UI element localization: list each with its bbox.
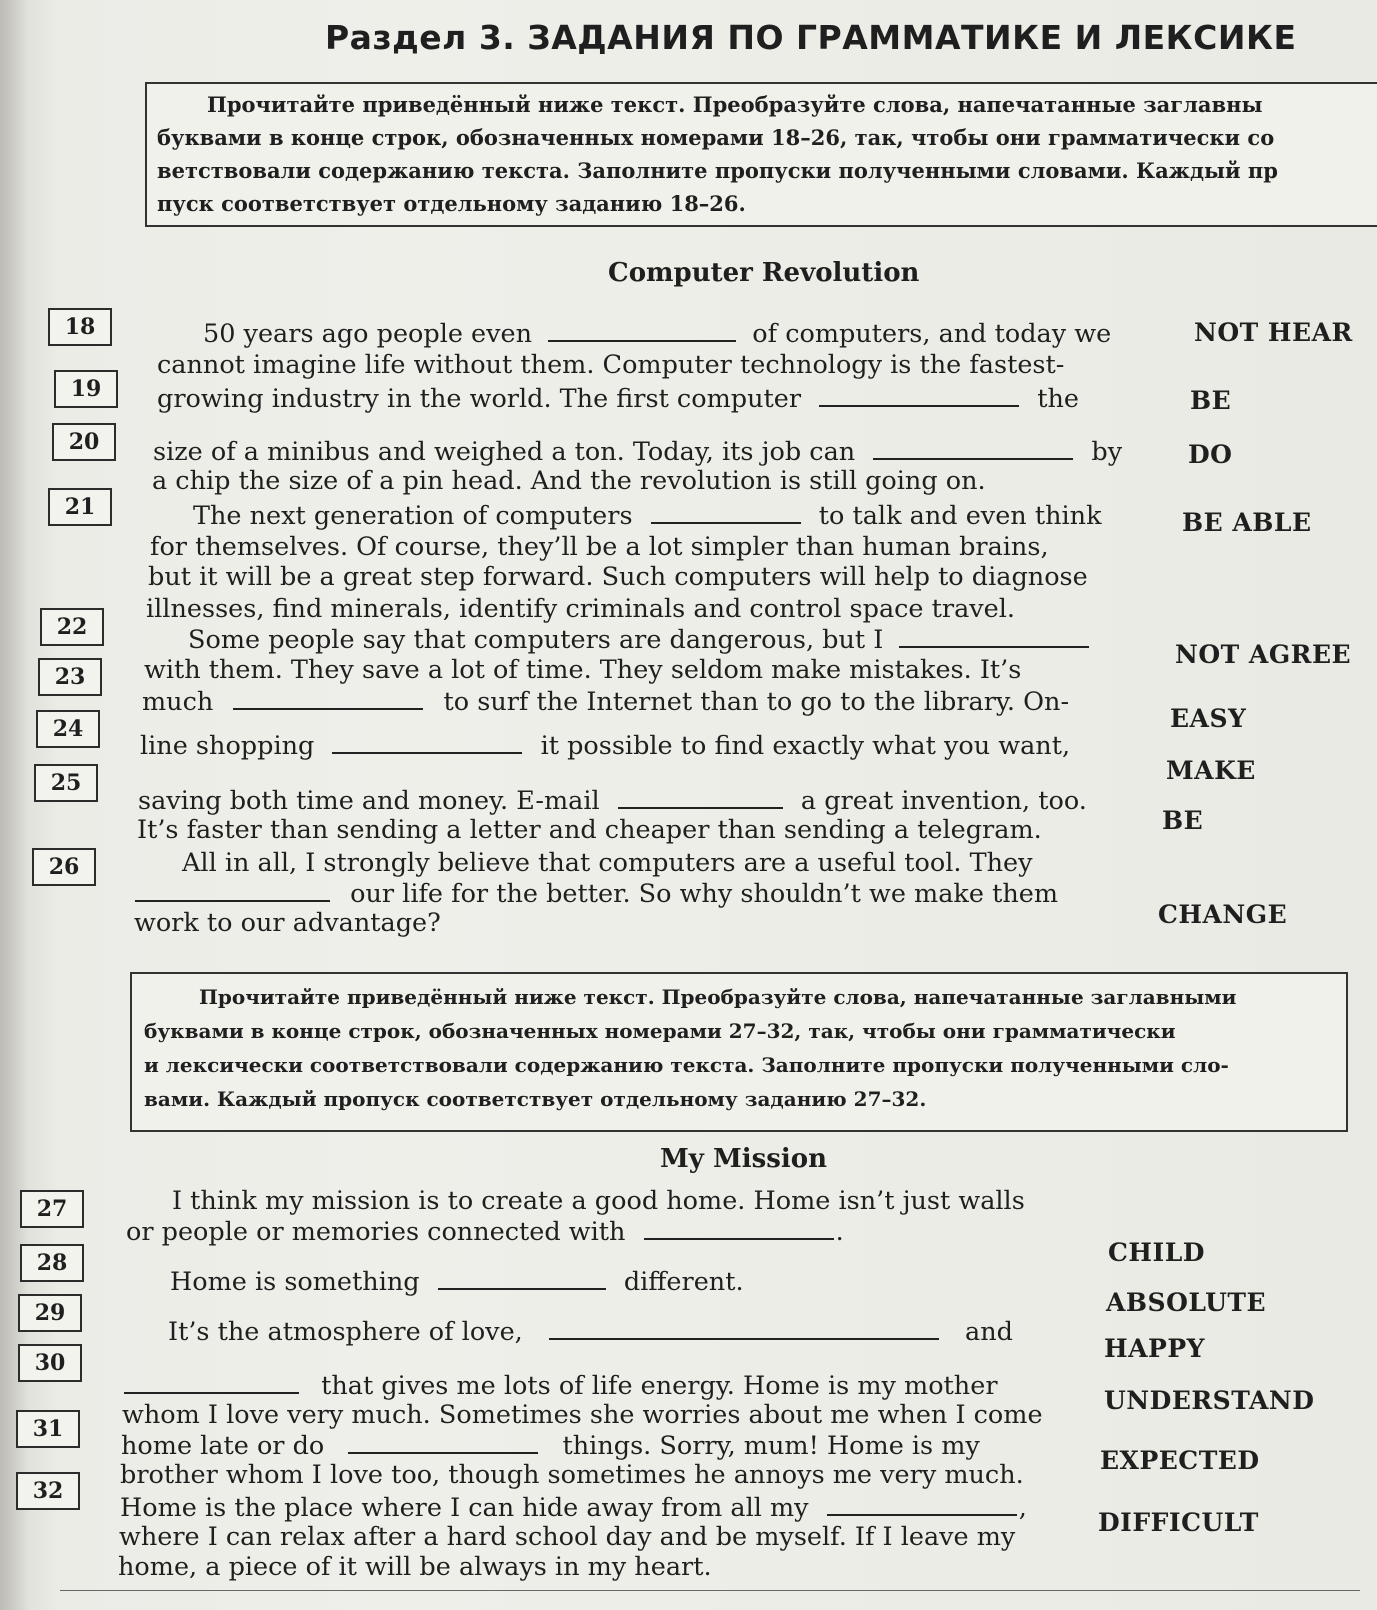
text-2-line: [126, 1216, 844, 1247]
text-2-line: [124, 1370, 998, 1401]
task-number-19: 19: [54, 370, 118, 408]
keyword-31: EXPECTED: [1100, 1446, 1260, 1475]
instruction-2-line: Прочитайте приведённый ниже текст. Преобразуйте слова, напечатанные заглавными: [199, 985, 1237, 1009]
keyword-25: BE: [1162, 806, 1204, 835]
keyword-24: MAKE: [1166, 756, 1256, 785]
line-text: ,: [1018, 1493, 1027, 1523]
line-text: that gives me lots of life energy. Home is my mother: [321, 1371, 998, 1401]
line-text: It’s the atmosphere of love,: [168, 1317, 523, 1347]
line-text: saving both time and money. E-mail: [138, 786, 600, 816]
task-number-25: 25: [34, 764, 98, 802]
gap-32[interactable]: [827, 1492, 1017, 1516]
task-number-26: 26: [32, 848, 96, 886]
text-1-line: [138, 785, 1087, 816]
text-1-line: work to our advantage?: [134, 908, 441, 938]
keyword-28: ABSOLUTE: [1106, 1288, 1267, 1317]
text-2-line: I think my mission is to create a good home. Home isn’t just walls: [172, 1186, 1025, 1216]
line-text: line shopping: [140, 731, 315, 761]
keyword-23: EASY: [1170, 704, 1247, 733]
keyword-21: BE ABLE: [1182, 508, 1312, 537]
line-text: size of a minibus and weighed a ton. Today, its job can: [153, 437, 856, 467]
section-title: Раздел 3. ЗАДАНИЯ ПО ГРАММАТИКЕ И ЛЕКСИКЕ: [325, 18, 1297, 57]
text-1-line: It’s faster than sending a letter and cheaper than sending a telegram.: [137, 815, 1042, 845]
gap-28[interactable]: [438, 1266, 606, 1290]
task-number-32: 32: [16, 1472, 80, 1510]
keyword-20: DO: [1188, 440, 1233, 469]
line-text: Some people say that computers are dangerous, but I: [188, 625, 884, 655]
instruction-1-line: ветствовали содержанию текста. Заполните пропуски полученными словами. Каждый пр: [157, 158, 1278, 183]
line-text: things. Sorry, mum! Home is my: [562, 1431, 980, 1461]
keyword-30: UNDERSTAND: [1104, 1386, 1315, 1415]
gap-25[interactable]: [618, 785, 783, 809]
line-text: the: [1037, 384, 1080, 414]
keyword-29: HAPPY: [1104, 1334, 1205, 1363]
task-number-23: 23: [38, 658, 102, 696]
gap-30[interactable]: [124, 1370, 299, 1394]
instruction-1-line: Прочитайте приведённый ниже текст. Преобразуйте слова, напечатанные заглавны: [207, 92, 1263, 117]
text-1-line: [193, 500, 1102, 531]
text-1-line: for themselves. Of course, they’ll be a lot simpler than human brains,: [150, 532, 1049, 562]
text-1-line: [140, 730, 1070, 761]
instruction-1-line: буквами в конце строк, обозначенных номерами 18–26, так, чтобы они грамматически со: [157, 125, 1275, 150]
bottom-rule: [60, 1590, 1360, 1591]
line-text: home late or do: [121, 1431, 325, 1461]
line-text: .: [835, 1217, 844, 1247]
gap-20[interactable]: [873, 436, 1073, 460]
line-text: The next generation of computers: [193, 501, 633, 531]
keyword-22: NOT AGREE: [1175, 640, 1352, 669]
line-text: to surf the Internet than to go to the library. On-: [443, 687, 1070, 717]
text-2-line: [120, 1492, 1027, 1523]
text-1-line: but it will be a great step forward. Such computers will help to diagnose: [148, 562, 1088, 592]
line-text: it possible to find exactly what you want,: [540, 731, 1071, 761]
text-1-line: with them. They save a lot of time. They seldom make mistakes. It’s: [144, 655, 1022, 685]
gap-21[interactable]: [651, 500, 801, 524]
text-1-line: [142, 686, 1069, 717]
keyword-18: NOT HEAR: [1194, 318, 1353, 347]
text-1-line: All in all, I strongly believe that computers are a useful tool. They: [182, 848, 1033, 878]
task-number-31: 31: [16, 1410, 80, 1448]
task-number-21: 21: [48, 488, 112, 526]
text-1-line: [157, 383, 1079, 414]
line-text: and: [965, 1317, 1013, 1347]
gap-27[interactable]: [644, 1216, 834, 1240]
gap-26[interactable]: [135, 878, 330, 902]
task-number-22: 22: [40, 608, 104, 646]
gap-19[interactable]: [819, 383, 1019, 407]
text-1-line: [203, 318, 1111, 349]
line-text: of computers, and today we: [752, 319, 1112, 349]
line-text: by: [1091, 437, 1123, 467]
text-2-line: whom I love very much. Sometimes she worries about me when I come: [122, 1400, 1043, 1430]
task-number-29: 29: [18, 1294, 82, 1332]
line-text: our life for the better. So why shouldn’t we make them: [350, 879, 1059, 909]
line-text: much: [142, 687, 214, 717]
instruction-box-2: [130, 972, 1348, 1132]
instruction-2-line: и лексически соответствовали содержанию текста. Заполните пропуски полученными сло-: [144, 1053, 1229, 1077]
text-1-line: [135, 878, 1058, 909]
gap-24[interactable]: [332, 730, 522, 754]
gap-23[interactable]: [233, 686, 423, 710]
line-text: different.: [623, 1267, 744, 1297]
text-2-line: home, a piece of it will be always in my heart.: [118, 1552, 712, 1582]
line-text: Home is the place where I can hide away from all my: [120, 1493, 809, 1523]
task-number-28: 28: [20, 1244, 84, 1282]
line-text: growing industry in the world. The first computer: [157, 384, 802, 414]
text-1-line: cannot imagine life without them. Computer technology is the fastest-: [157, 350, 1065, 380]
text-1-line: [153, 436, 1122, 467]
text-2-line: brother whom I love too, though sometimes he annoys me very much.: [120, 1460, 1024, 1490]
text-1-line: a chip the size of a pin head. And the revolution is still going on.: [152, 466, 986, 496]
keyword-27: CHILD: [1108, 1238, 1205, 1267]
text-1-line: [188, 624, 1097, 655]
instruction-1-line: пуск соответствует отдельному заданию 18–26.: [157, 191, 746, 216]
keyword-19: BE: [1190, 386, 1232, 415]
instruction-box-1: [145, 82, 1377, 227]
line-text: or people or memories connected with: [126, 1217, 626, 1247]
task-number-18: 18: [48, 308, 112, 346]
task-number-24: 24: [36, 710, 100, 748]
line-text: a great invention, too.: [800, 786, 1087, 816]
line-text: to talk and even think: [818, 501, 1102, 531]
gap-22[interactable]: [899, 624, 1089, 648]
instruction-2-line: буквами в конце строк, обозначенных номерами 27–32, так, чтобы они грамматически: [144, 1019, 1176, 1043]
text-1-line: illnesses, find minerals, identify criminals and control space travel.: [146, 594, 1016, 624]
task-number-27: 27: [20, 1190, 84, 1228]
gap-31[interactable]: [348, 1430, 538, 1454]
instruction-2-line: вами. Каждый пропуск соответствует отдельному заданию 27–32.: [144, 1087, 927, 1111]
task-number-20: 20: [52, 423, 116, 461]
keyword-26: CHANGE: [1158, 900, 1288, 929]
gap-29[interactable]: [549, 1316, 939, 1340]
text-2-line: [168, 1316, 1013, 1347]
text-1-title: Computer Revolution: [608, 258, 920, 288]
text-2-line: [121, 1430, 980, 1461]
task-number-30: 30: [18, 1344, 82, 1382]
keyword-32: DIFFICULT: [1098, 1508, 1259, 1537]
text-2-line: [170, 1266, 744, 1297]
gap-18[interactable]: [548, 318, 736, 342]
text-2-title: My Mission: [660, 1144, 827, 1174]
text-2-line: where I can relax after a hard school day and be myself. If I leave my: [119, 1522, 1016, 1552]
line-text: Home is something: [170, 1267, 420, 1297]
line-text: 50 years ago people even: [203, 319, 533, 349]
